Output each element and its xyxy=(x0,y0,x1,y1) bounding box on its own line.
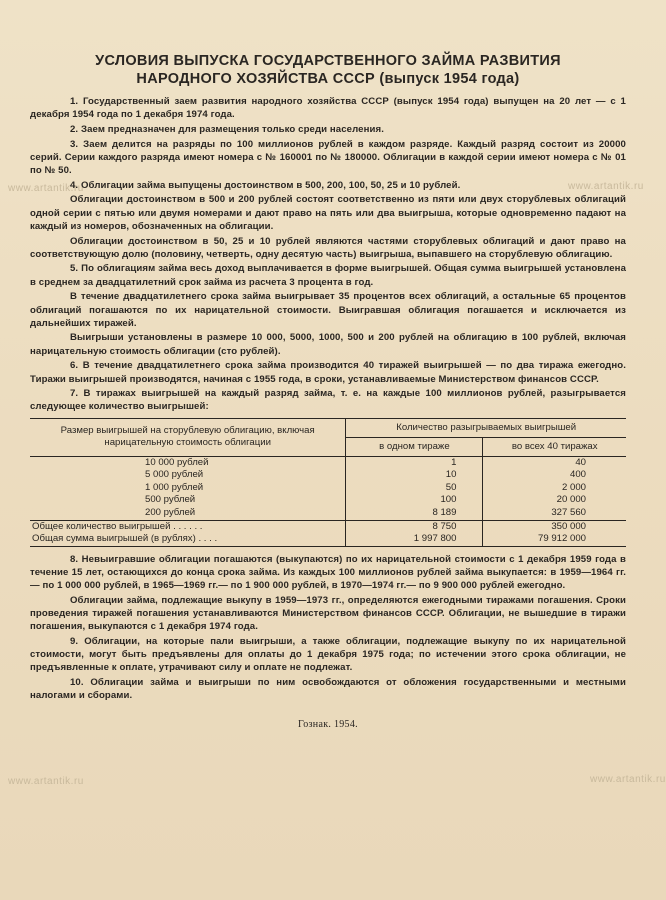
clause-6: 6. В течение двадцатилетнего срока займа производится 40 тиражей выигрышей — по два тиража ежегодно. Тиражи выигрышей производятся, начиная с 1955 года, в сроки, устанавливаемые Министерством финансов СССР. xyxy=(30,360,626,385)
printer-imprint: Гознак. 1954. xyxy=(298,718,358,730)
one-draw-cell: 8 189 xyxy=(346,507,483,520)
prize-size-header: Размер выигрышей на сторублевую облигацию, включая нарицательную стоимость облигации xyxy=(30,418,346,456)
clause-3: 3. Заем делится на разряды по 100 миллионов рублей в каждом разряде. Каждый разряд состоит из 20000 серий. Серии каждого разряда имеют номера с № 160001 по № 180000. Облигации в каждой серии имеют номера с № 01 по № 50. xyxy=(30,138,626,177)
clause-7: 7. В тиражах выигрышей на каждый разряд займа, т. е. на каждые 100 миллионов рублей, разыгрывается следующее количество выигрышей: xyxy=(30,388,626,413)
total-count-label: Общее количество выигрышей . . . . . . xyxy=(30,520,346,533)
total-count-all-draws: 350 000 xyxy=(483,520,626,533)
watermark: www.artantik.ru xyxy=(8,776,84,787)
document-title xyxy=(30,52,626,88)
clause-10: 10. Облигации займа и выигрыши по ним освобождаются от обложения государственными и местными налогами и сборами. xyxy=(30,677,626,702)
clause-9: 9. Облигации, на которые пали выигрыши, а также облигации, подлежащие выкупу по их нарицательной стоимости, могут быть предъявлены для оплаты до 1 декабря 1975 года; по истечении этого срока облигации, не предъявленные к оплате, утрачивают силу и оплате не подлежат. xyxy=(30,636,626,674)
table-row xyxy=(30,482,626,495)
one-draw-cell: 10 xyxy=(346,469,483,482)
total-count-one-draw: 8 750 xyxy=(346,520,483,533)
title-line-1: УСЛОВИЯ ВЫПУСКА ГОСУДАРСТВЕННОГО ЗАЙМА РАЗВИТИЯ xyxy=(95,53,561,69)
clause-5: 5. По облигациям займа весь доход выплачивается в форме выигрышей. Общая сумма выигрышей установлена в среднем за двадцатилетний срок займа из расчета 3 процента в год. xyxy=(30,263,626,288)
clause-8: 8. Невыигравшие облигации погашаются (выкупаются) по их нарицательной стоимости с 1 декабря 1959 года в течение 15 лет, остающихся до конца срока займа. Из каждых 100 миллионов рублей займа выкупается: в 1959—1964 гг.— по 1 000 000 рублей, в 1965—1969 гг.— по 1 900 000 рублей, в 1970—1974 гг.— по 9 900 000 рублей ежегодно. xyxy=(30,553,626,592)
total-sum-row xyxy=(30,533,626,546)
title-line-2: НАРОДНОГО ХОЗЯЙСТВА СССР (выпуск 1954 года) xyxy=(136,71,520,87)
prize-size-cell: 1 000 рублей xyxy=(30,482,346,495)
all-draws-cell: 400 xyxy=(569,469,586,481)
prize-count-header: Количество разыгрываемых выигрышей xyxy=(346,418,626,437)
table-row xyxy=(30,469,626,482)
one-draw-cell: 100 xyxy=(346,494,483,507)
all-draws-cell: 20 000 xyxy=(556,494,586,506)
prize-size-cell: 200 рублей xyxy=(30,507,346,520)
one-draw-cell: 50 xyxy=(346,482,483,495)
watermark: www.artantik.ru xyxy=(8,183,84,194)
document-body xyxy=(30,52,626,730)
watermark: www.artantik.ru xyxy=(590,774,666,785)
prize-size-cell: 5 000 рублей xyxy=(30,469,346,482)
total-sum-all-draws: 79 912 000 xyxy=(483,533,626,546)
total-sum-label: Общая сумма выигрышей (в рублях) . . . . xyxy=(30,533,346,546)
clause-4: 4. Облигации займа выпущены достоинством в 500, 200, 100, 50, 25 и 10 рублей. xyxy=(70,179,461,191)
clause-5-percentages: В течение двадцатилетнего срока займа выигрывает 35 процентов всех облигаций, а остальные 65 процентов облигаций погашаются по их нарицательной стоимости. Выигравшая облигация погашается и исключается из дальнейших тиражей. xyxy=(30,291,626,329)
table-row xyxy=(30,494,626,507)
total-count-row xyxy=(30,520,626,533)
prize-size-cell: 10 000 рублей xyxy=(30,456,346,469)
all-draws-header: во всех 40 тиражах xyxy=(483,437,626,456)
all-draws-cell: 40 xyxy=(575,456,586,468)
total-sum-one-draw: 1 997 800 xyxy=(346,533,483,546)
clause-8-redemption-draws: Облигации займа, подлежащие выкупу в 1959—1973 гг., определяются ежегодными тиражами погашения. Сроки проведения тиражей погашения устанавливаются Министерством финансов СССР. Облигации, не вышедшие в тиражи погашения, выкупаются с 1 декабря 1974 года. xyxy=(30,594,626,633)
one-draw-header: в одном тираже xyxy=(346,437,483,456)
one-draw-cell: 1 xyxy=(346,456,483,469)
clause-4-denominations-50-25-10: Облигации достоинством в 50, 25 и 10 рублей являются частями сторублевых облигаций и дают право на соответствующую долю (половину, четверть, одну десятую часть) выигрыша, выпавшего на сторублевую облигацию. xyxy=(30,235,626,260)
clause-5-prize-amounts: Выигрыши установлены в размере 10 000, 5000, 1000, 500 и 200 рублей на облигацию в 100 рублей, включая нарицательную стоимость облигации (сто рублей). xyxy=(30,332,626,357)
all-draws-cell: 2 000 xyxy=(561,481,586,493)
clause-4-denominations-500-200: Облигации достоинством в 500 и 200 рублей состоят соответственно из пяти или двух сторублевых облигаций одной серии с пятью или двумя номерами и дают право на пять или два выигрыша, которые одновременно падают на каждый из номеров, обозначенных на облигации. xyxy=(30,194,626,232)
table-row xyxy=(30,507,626,520)
prize-size-cell: 500 рублей xyxy=(30,494,346,507)
clause-2: 2. Заем предназначен для размещения только среди населения. xyxy=(70,123,384,135)
clause-1: 1. Государственный заем развития народного хозяйства СССР (выпуск 1954 года) выпущен на 20 лет — с 1 декабря 1954 года по 1 декабря 1974 года. xyxy=(30,96,626,121)
prize-table xyxy=(30,418,626,547)
table-row xyxy=(30,456,626,469)
watermark: www.artantik.ru xyxy=(568,181,644,192)
all-draws-cell: 327 560 xyxy=(551,507,586,519)
